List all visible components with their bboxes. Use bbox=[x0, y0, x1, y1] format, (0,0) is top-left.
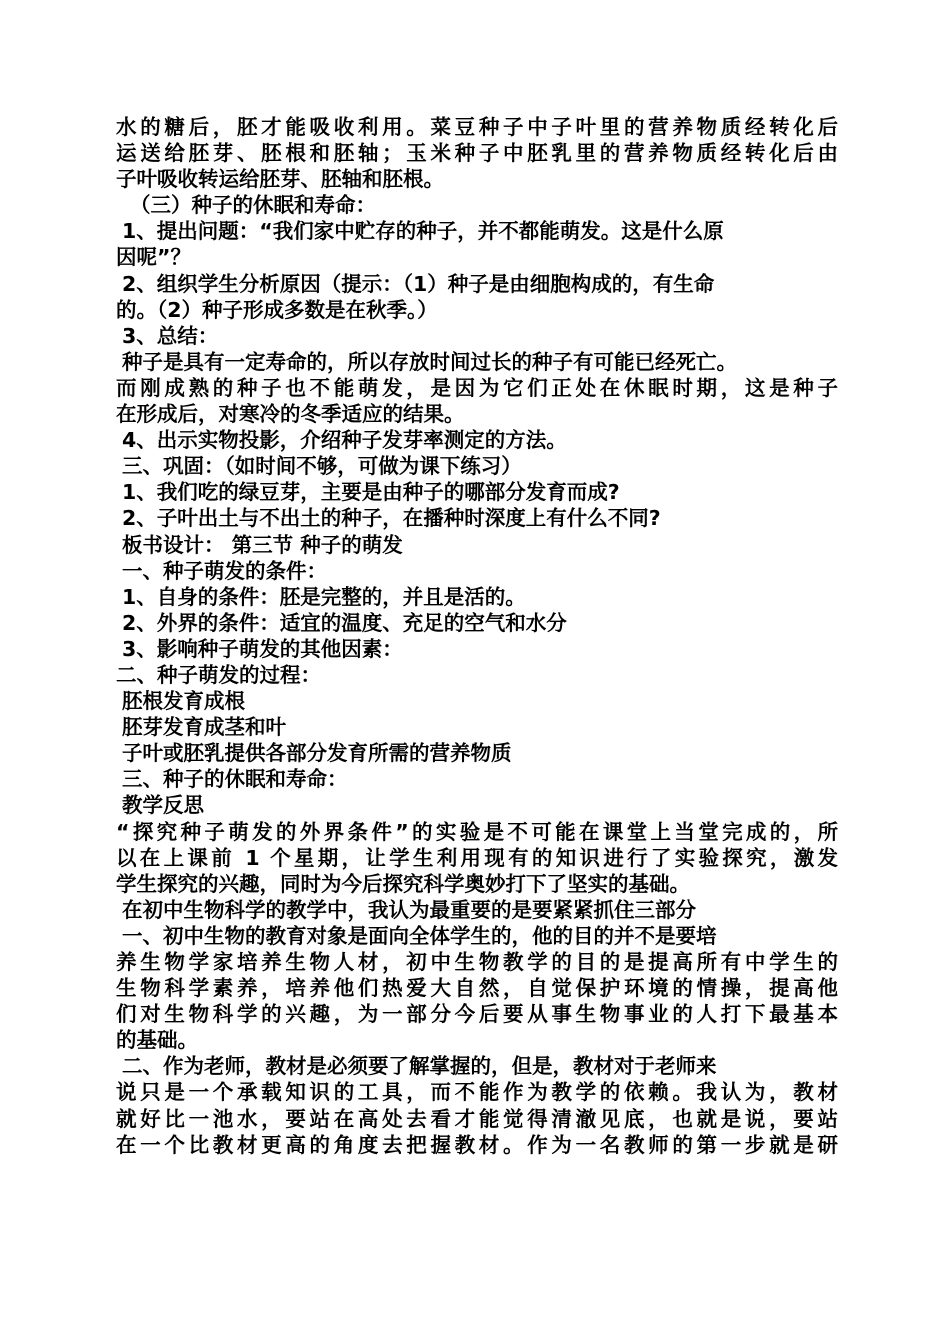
text-line: 2、外界的条件：适宜的温度、充足的空气和水分 bbox=[122, 610, 567, 635]
section-heading: 二、种子萌发的过程： bbox=[116, 662, 321, 687]
text-line: 1、我们吃的绿豆芽，主要是由种子的哪部分发育而成? bbox=[122, 480, 620, 505]
text-line: 在初中生物科学的教学中，我认为最重要的是要紧紧抓住三部分 bbox=[122, 897, 696, 922]
text-line: 而刚成熟的种子也不能萌发，是因为它们正处在休眠时期，这是种子 bbox=[116, 375, 838, 400]
text-line: 一、初中生物的教育对象是面向全体学生的，他的目的并不是要培 bbox=[122, 923, 717, 948]
text-line: 就好比一池水，要站在高处去看才能觉得清澈见底，也就是说，要站 bbox=[116, 1106, 838, 1131]
text-line: 子叶吸收转运给胚芽、胚轴和胚根。 bbox=[116, 167, 444, 192]
text-line: 胚芽发育成茎和叶 bbox=[122, 715, 286, 740]
text-line: 说只是一个承载知识的工具，而不能作为教学的依赖。我认为，教材 bbox=[116, 1080, 838, 1105]
text-line: 2、组织学生分析原因（提示：（1）种子是由细胞构成的，有生命 bbox=[122, 271, 715, 296]
text-line: 水的糖后，胚才能吸收利用。菜豆种子中子叶里的营养物质经转化后 bbox=[116, 115, 838, 139]
document-body bbox=[116, 114, 838, 1158]
text-line: 以在上课前 1 个星期，让学生利用现有的知识进行了实验探究，激发 bbox=[116, 845, 838, 870]
text-line: 子叶或胚乳提供各部分发育所需的营养物质 bbox=[122, 741, 512, 766]
text-line: 1、自身的条件：胚是完整的，并且是活的。 bbox=[122, 584, 526, 609]
text-line: 的。（2）种子形成多数是在秋季。） bbox=[116, 297, 438, 322]
text-line: 养生物学家培养生物人材，初中生物教学的目的是提高所有中学生的 bbox=[116, 950, 838, 974]
section-heading: 三、巩固：（如时间不够，可做为课下练习） bbox=[122, 454, 522, 479]
text-line: 2、子叶出土与不出土的种子，在播种时深度上有什么不同? bbox=[122, 506, 661, 531]
text-line: 的基础。 bbox=[116, 1028, 198, 1053]
section-heading: 三、种子的休眠和寿命： bbox=[122, 767, 348, 792]
text-line: 3、影响种子萌发的其他因素： bbox=[122, 636, 403, 661]
text-line: 3、总结： bbox=[122, 323, 219, 348]
text-line: 胚根发育成根 bbox=[122, 689, 245, 714]
text-line: 学生探究的兴趣，同时为今后探究科学奥妙打下了坚实的基础。 bbox=[116, 871, 690, 896]
text-line: 4、出示实物投影，介绍种子发芽率测定的方法。 bbox=[122, 428, 567, 453]
text-line: 们对生物科学的兴趣，为一部分今后要从事生物事业的人打下最基本 bbox=[116, 1002, 838, 1027]
text-line: 二、作为老师，教材是必须要了解掌握的，但是，教材对于老师来 bbox=[122, 1054, 717, 1079]
section-heading: 教学反思 bbox=[122, 793, 204, 818]
text-line: 运送给胚芽、胚根和胚轴；玉米种子中胚乳里的营养物质经转化后由 bbox=[116, 141, 838, 166]
text-line: “探究种子萌发的外界条件”的实验是不可能在课堂上当堂完成的，所 bbox=[116, 819, 838, 844]
section-heading: （三）种子的休眠和寿命： bbox=[130, 193, 376, 218]
text-line: 1、提出问题：“我们家中贮存的种子，并不都能萌发。这是什么原 bbox=[122, 219, 724, 244]
section-heading: 一、种子萌发的条件： bbox=[122, 558, 327, 583]
text-line: 种子是具有一定寿命的，所以存放时间过长的种子有可能已经死亡。 bbox=[122, 349, 737, 374]
text-line: 因呢”？ bbox=[116, 245, 191, 270]
board-design-title: 板书设计： 第三节 种子的萌发 bbox=[122, 532, 403, 557]
text-line: 生物科学素养，培养他们热爱大自然，自觉保护环境的情操，提高他 bbox=[116, 976, 838, 1001]
text-line: 在形成后，对寒冷的冬季适应的结果。 bbox=[116, 402, 465, 427]
text-line: 在一个比教材更高的角度去把握教材。作为一名教师的第一步就是研 bbox=[116, 1132, 838, 1157]
